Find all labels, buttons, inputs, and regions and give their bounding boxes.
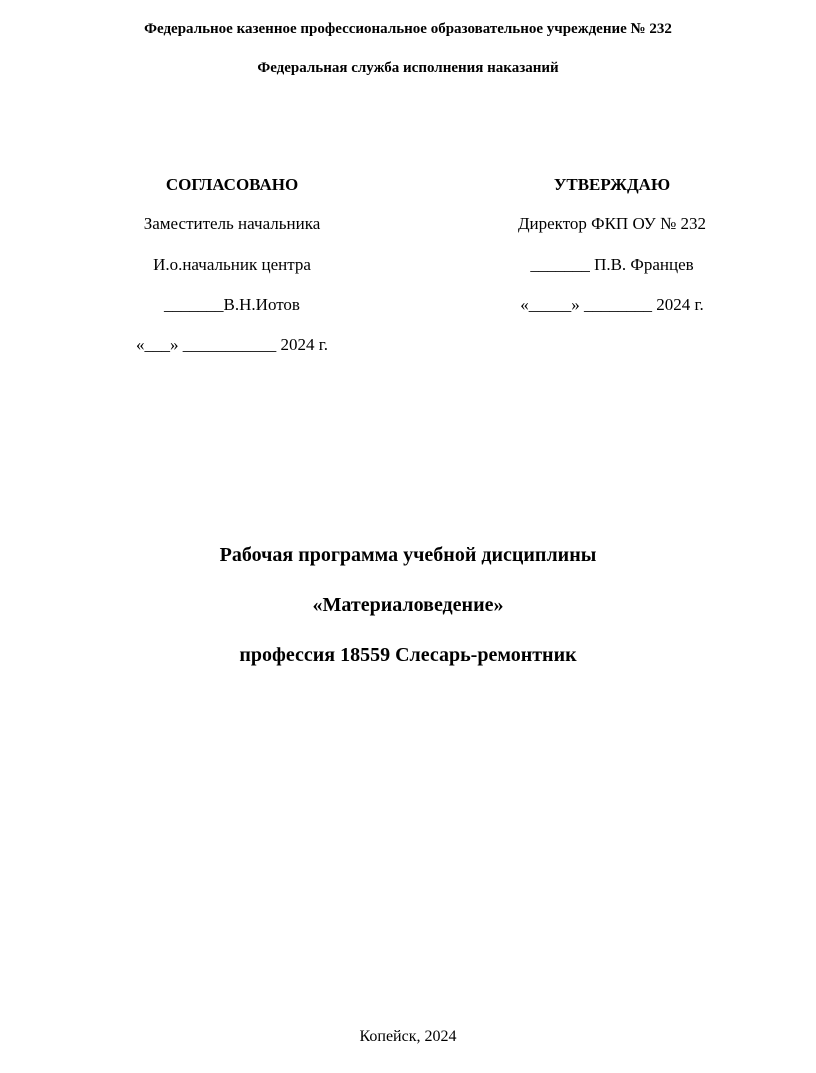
agreed-signature: _______В.Н.Иотов <box>164 295 300 314</box>
place-year: Копейск, 2024 <box>359 1028 457 1045</box>
agreed-date: «___» ___________ 2024 г. <box>135 335 329 354</box>
title-discipline: «Материаловедение» <box>312 594 504 616</box>
agreed-heading: СОГЛАСОВАНО <box>165 175 299 194</box>
title-program: Рабочая программа учебной дисциплины <box>219 544 597 566</box>
approve-date: «_____» ________ 2024 г. <box>520 295 704 314</box>
approve-signature: _______ П.В. Францев <box>530 255 694 274</box>
approve-heading: УТВЕРЖДАЮ <box>553 175 671 194</box>
agreed-position-2: И.о.начальник центра <box>153 255 311 274</box>
agreed-position: Заместитель начальника <box>143 214 321 233</box>
institution-name: Федеральное казенное профессиональное образовательное учреждение № 232 <box>144 21 672 37</box>
approve-position: Директор ФКП ОУ № 232 <box>517 214 707 233</box>
title-profession: профессия 18559 Слесарь-ремонтник <box>239 644 577 666</box>
service-name: Федеральная служба исполнения наказаний <box>257 60 559 76</box>
